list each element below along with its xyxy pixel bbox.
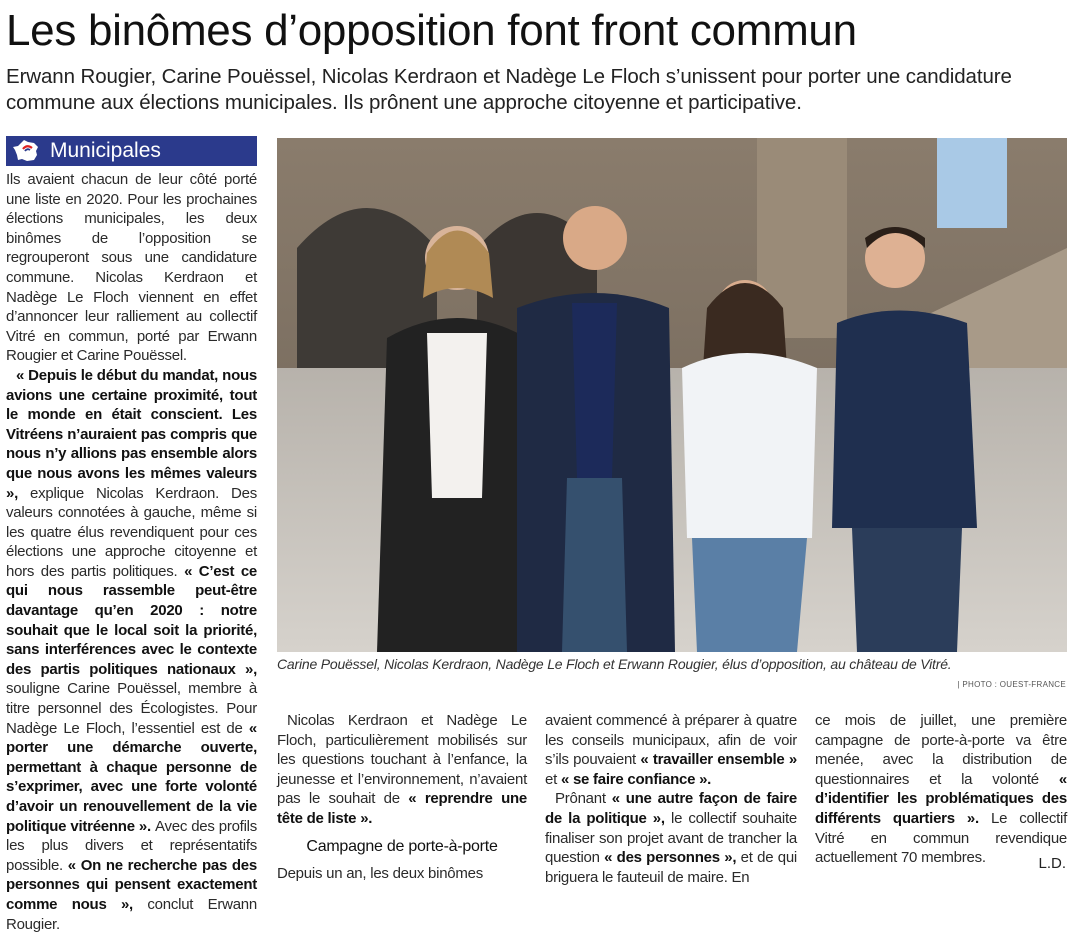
quote-text: « C’est ce qui nous rassemble peut-être davantage qu’en 2020 : notre souhait que le local soit la priorité, sans interférences avec le contexte des partis politiques nationaux », — [6, 562, 257, 678]
body-text: et — [545, 770, 561, 788]
quote-text: « reprendre une tête de liste ». — [277, 790, 527, 827]
subheading: Campagne de porte-à-porte — [306, 837, 498, 855]
body-text: Depuis un an, les deux binômes — [277, 865, 483, 883]
column-2 — [277, 711, 527, 884]
group-photo-image — [277, 138, 1067, 652]
section-badge — [6, 136, 257, 166]
paragraph — [545, 711, 797, 789]
quote-text: « On ne recherche pas des personnes qui pensent exactement comme nous », — [6, 856, 257, 913]
section-label: Municipales — [50, 139, 161, 162]
quote-text: « se faire confiance ». — [560, 770, 712, 788]
body-text: souligne Carine Pouëssel, membre à titre personnel des Écologistes. Pour Nadège Le Floch, l’essentiel est de — [6, 680, 257, 737]
paragraph — [815, 711, 1067, 868]
body-text: avaient commencé à préparer à quatre les conseils municipaux, afin de voir s’ils pouvaient — [545, 712, 797, 769]
photo-caption: Carine Pouëssel, Nicolas Kerdraon, Nadège Le Floch et Erwann Rougier, élus d’opposition, au château de Vitré. — [277, 656, 952, 672]
quote-text: « une autre façon de faire de la politique », — [545, 790, 797, 827]
body-text: Avec des profils les plus divers et représentatifs possible. — [6, 817, 257, 874]
body-text: ce mois de juillet, une première campagne de porte-à-porte va être menée, avec la distribution de questionnaires et la volonté — [815, 712, 1067, 788]
body-text: le collectif souhaite finaliser son projet avant de trancher la question — [545, 809, 797, 867]
column-4 — [815, 711, 1067, 868]
body-text: Nicolas Kerdraon et Nadège Le Floch, particulièrement mobilisés sur les questions touchant à l’enfance, la jeunesse et l’environnement, n’avaient pas le souhait de — [277, 712, 527, 808]
body-text: explique Nicolas Kerdraon. Des valeurs connotées à gauche, même si les quatre élus revendiquent pour ces élections une approche citoyenne et hors des partis politiques. — [6, 484, 257, 580]
article-photo — [277, 138, 1067, 652]
photo-credit: | PHOTO : OUEST-FRANCE — [957, 680, 1066, 689]
article-title: Les binômes d’opposition font front commun — [6, 6, 857, 55]
body-text: Ils avaient chacun de leur côté porté une liste en 2020. Pour les prochaines élections municipales, les deux binômes de l’opposition se regrouperont sous une candidature commune. Nicolas Kerdraon et Nadège Le Floch viennent en effet d’annoncer leur ralliement au collectif Vitré en commun, porté par Erwann Rougier et Carine Pouëssel. — [6, 171, 257, 365]
quote-text: « des personnes », — [604, 849, 741, 867]
body-text: et de qui briguera le fauteuil de maire. En — [545, 849, 797, 886]
paragraph — [277, 864, 527, 884]
body-text: Prônant — [555, 790, 612, 808]
quote-text: « porter une démarche ouverte, permettant à chaque personne de s’exprimer, avec une forte volonté d’avoir un renouvellement de la vie politique vitréenne ». — [6, 719, 257, 835]
author-signature: L.D. — [1038, 855, 1066, 872]
france-map-icon — [12, 139, 42, 163]
body-text: conclut Erwann Rougier. — [6, 895, 257, 933]
quote-text: « d’identifier les problématiques des différents quartiers ». — [815, 770, 1067, 827]
quote-text: « Depuis le début du mandat, nous avions une certaine proximité, tout le monde en était conscient. Les Vitréens n’auraient pas compris que nous n’y allions pas ensemble alors que nous avons les mêmes valeurs », — [6, 366, 257, 502]
body-text: Le collectif Vitré en commun revendique actuellement 70 membres. — [815, 809, 1067, 867]
paragraph — [277, 711, 527, 829]
column-1 — [6, 170, 257, 934]
column-3 — [545, 711, 797, 887]
quote-text: « travailler ensemble » — [640, 751, 797, 769]
article-lead: Erwann Rougier, Carine Pouëssel, Nicolas Kerdraon et Nadège Le Floch s’unissent pour porter une candidature commune aux élections municipales. Ils prônent une approche citoyenne et participative. — [6, 65, 1012, 114]
paragraph — [545, 789, 797, 887]
paragraph — [6, 366, 257, 934]
paragraph — [6, 170, 257, 366]
